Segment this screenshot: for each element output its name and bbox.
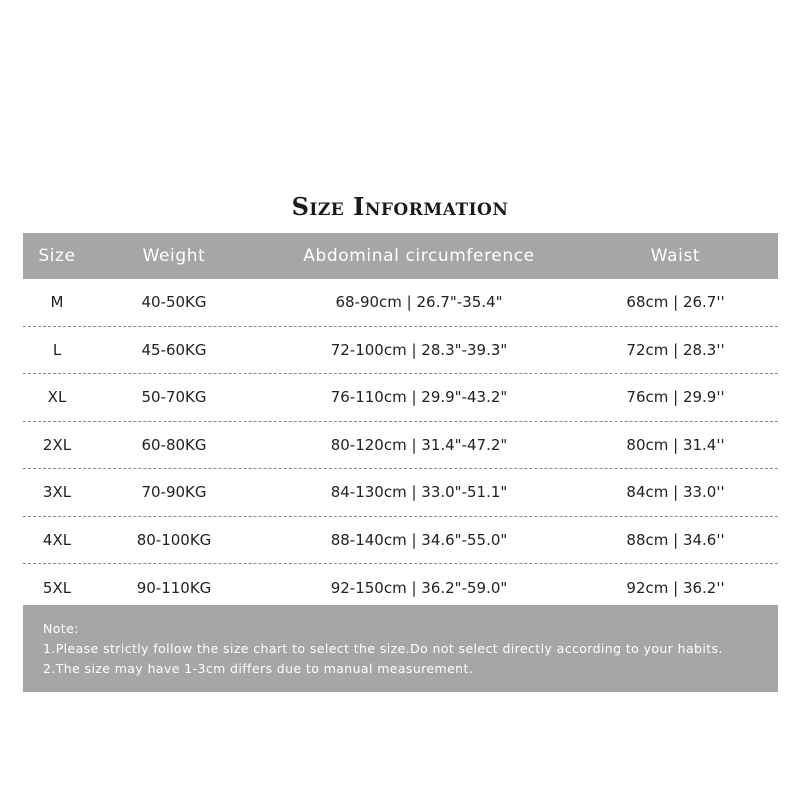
cell-abdominal: 72-100cm | 28.3"-39.3" bbox=[330, 340, 508, 359]
cell-weight: 90-110KG bbox=[136, 578, 212, 597]
page-title: Size Information bbox=[291, 192, 509, 221]
note-box bbox=[23, 605, 778, 692]
header-waist: Waist bbox=[650, 246, 701, 266]
table-row bbox=[23, 374, 778, 422]
table-row bbox=[23, 469, 778, 517]
note-line-1: 1.Please strictly follow the size chart to select the size.Do not select directly according to your habits. bbox=[43, 641, 723, 656]
table-header bbox=[23, 233, 778, 279]
header-weight: Weight bbox=[142, 246, 206, 266]
cell-size: 5XL bbox=[42, 578, 72, 597]
cell-size: M bbox=[50, 293, 64, 312]
cell-size: XL bbox=[47, 388, 67, 407]
cell-abdominal: 76-110cm | 29.9"-43.2" bbox=[330, 388, 508, 407]
cell-waist: 88cm | 34.6'' bbox=[626, 530, 725, 549]
cell-size: 4XL bbox=[42, 530, 72, 549]
cell-weight: 80-100KG bbox=[136, 530, 212, 549]
note-heading: Note: bbox=[43, 621, 79, 636]
cell-abdominal: 80-120cm | 31.4"-47.2" bbox=[330, 435, 508, 454]
cell-weight: 60-80KG bbox=[141, 435, 207, 454]
header-abdominal: Abdominal circumference bbox=[303, 246, 535, 266]
cell-waist: 72cm | 28.3'' bbox=[626, 340, 725, 359]
cell-waist: 76cm | 29.9'' bbox=[626, 388, 725, 407]
cell-size: 2XL bbox=[42, 435, 72, 454]
cell-waist: 92cm | 36.2'' bbox=[626, 578, 725, 597]
cell-abdominal: 84-130cm | 33.0"-51.1" bbox=[330, 483, 508, 502]
cell-abdominal: 92-150cm | 36.2"-59.0" bbox=[330, 578, 508, 597]
cell-waist: 80cm | 31.4'' bbox=[626, 435, 725, 454]
table-row bbox=[23, 422, 778, 470]
cell-weight: 45-60KG bbox=[141, 340, 207, 359]
size-table bbox=[23, 233, 778, 612]
cell-size: L bbox=[52, 340, 62, 359]
header-size: Size bbox=[38, 246, 76, 266]
cell-abdominal: 68-90cm | 26.7"-35.4" bbox=[335, 293, 503, 312]
table-row bbox=[23, 279, 778, 327]
cell-waist: 84cm | 33.0'' bbox=[626, 483, 725, 502]
cell-abdominal: 88-140cm | 34.6"-55.0" bbox=[330, 530, 508, 549]
note-line-2: 2.The size may have 1-3cm differs due to manual measurement. bbox=[43, 661, 474, 676]
table-row bbox=[23, 517, 778, 565]
cell-weight: 70-90KG bbox=[141, 483, 207, 502]
table-row bbox=[23, 327, 778, 375]
cell-waist: 68cm | 26.7'' bbox=[626, 293, 725, 312]
cell-size: 3XL bbox=[42, 483, 72, 502]
cell-weight: 50-70KG bbox=[141, 388, 207, 407]
cell-weight: 40-50KG bbox=[141, 293, 207, 312]
